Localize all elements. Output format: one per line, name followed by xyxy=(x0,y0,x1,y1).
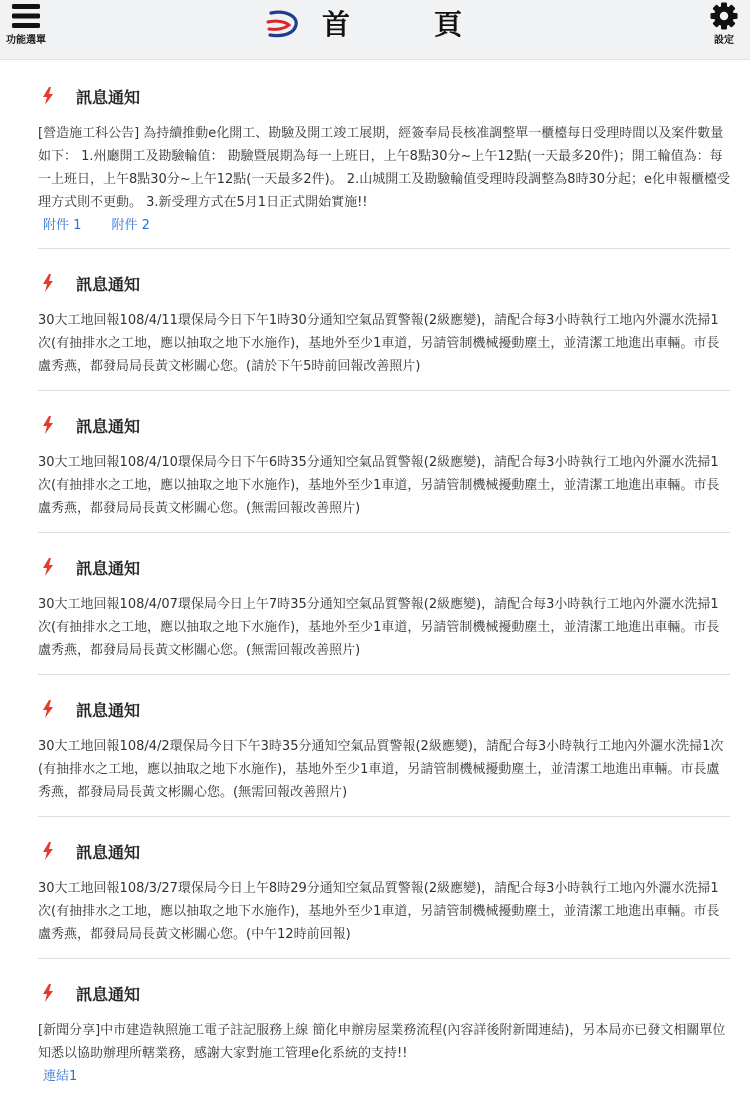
notice-item xyxy=(38,973,730,1099)
lightning-icon xyxy=(42,558,54,576)
notice-title: 訊息通知 xyxy=(76,984,141,1004)
news-link-1[interactable]: 連結1 xyxy=(43,1069,78,1084)
notice-body: [新聞分享]中市建造執照施工電子註記服務上線 簡化申辦房屋業務流程(內容詳後附新聞連結)，另本局亦已發文相關單位知悉以協助辦理所轄業務，感謝大家對施工管理e化系統的支持!! xyxy=(38,1023,726,1061)
notice-header xyxy=(38,263,730,303)
notice-title: 訊息通知 xyxy=(76,842,141,862)
notice-item xyxy=(38,263,730,391)
notice-title: 訊息通知 xyxy=(76,416,141,436)
notice-item xyxy=(38,405,730,533)
notice-body: 30大工地回報108/4/07環保局今日上午7時35分通知空氣品質警報(2級應變)，請配合每3小時執行工地內外灑水洗掃1次(有抽排水之工地，應以抽取之地下水施作)，基地外至少1車道，另請管制機械擾動塵土，並清潔工地進出車輛。市長盧秀燕，都發局局長黃文彬關心您。(無需回報改善照片) xyxy=(38,597,720,658)
notice-header xyxy=(38,973,730,1013)
notice-list xyxy=(38,76,730,1113)
notice-body: 30大工地回報108/4/11環保局今日下午1時30分通知空氣品質警報(2級應變)，請配合每3小時執行工地內外灑水洗掃1次(有抽排水之工地，應以抽取之地下水施作)，基地外至少1車道，另請管制機械擾動塵土，並清潔工地進出車輛。市長盧秀燕，都發局局長黃文彬關心您。(請於下午5時前回報改善照片) xyxy=(38,313,720,374)
notice-title: 訊息通知 xyxy=(76,274,141,294)
menu-label: 功能選單 xyxy=(6,35,46,46)
page-title xyxy=(322,8,462,42)
lightning-icon xyxy=(42,274,54,292)
settings-label: 設定 xyxy=(714,35,734,46)
lightning-icon xyxy=(42,87,54,105)
notice-header xyxy=(38,76,730,116)
settings-button[interactable] xyxy=(706,2,742,50)
notice-item xyxy=(38,831,730,959)
notice-header xyxy=(38,405,730,445)
hamburger-icon xyxy=(11,2,41,30)
notice-item xyxy=(38,689,730,817)
lightning-icon xyxy=(42,700,54,718)
notice-links xyxy=(38,1066,730,1087)
page-title-char-1: 首 xyxy=(322,8,351,41)
lightning-icon xyxy=(42,842,54,860)
notice-title: 訊息通知 xyxy=(76,87,141,107)
notice-header xyxy=(38,689,730,729)
top-bar xyxy=(0,0,750,60)
notice-item xyxy=(38,547,730,675)
lightning-icon xyxy=(42,416,54,434)
notice-title: 訊息通知 xyxy=(76,558,141,578)
logo xyxy=(265,8,301,40)
notice-body: 30大工地回報108/3/27環保局今日上午8時29分通知空氣品質警報(2級應變)，請配合每3小時執行工地內外灑水洗掃1次(有抽排水之工地，應以抽取之地下水施作)，基地外至少1車道，另請管制機械擾動塵土，並清潔工地進出車輛。市長盧秀燕，都發局局長黃文彬關心您。(中午12時前回報) xyxy=(38,881,720,942)
notice-header xyxy=(38,547,730,587)
notice-title: 訊息通知 xyxy=(76,700,141,720)
notice-header xyxy=(38,831,730,871)
page-title-char-2: 頁 xyxy=(433,8,462,41)
lightning-icon xyxy=(42,984,54,1002)
attachment-2-link[interactable]: 附件 2 xyxy=(111,218,150,233)
notice-body: [營造施工科公告] 為持續推動e化開工、勘驗及開工竣工展期，經簽奉局長核准調整單一櫃檯每日受理時間以及案件數量如下： 1.州廳開工及勘驗輪值： 勘驗暨展期為每一上班日，上午8點30分~上午12點(一天最多20件)；開工輪值為：每一上班日，上午8點30分~上午12點(一天最多2件)。 2.山城開工及勘驗輪值受理時段調整為8時30分起；e化申報櫃檯受理方式則不更動。 3.新受理方式在5月1日正式開始實施!! xyxy=(38,126,731,210)
attachment-1-link[interactable]: 附件 1 xyxy=(43,218,82,233)
notice-body: 30大工地回報108/4/10環保局今日下午6時35分通知空氣品質警報(2級應變)，請配合每3小時執行工地內外灑水洗掃1次(有抽排水之工地，應以抽取之地下水施作)，基地外至少1車道，另請管制機械擾動塵土，並清潔工地進出車輛。市長盧秀燕，都發局局長黃文彬關心您。(無需回報改善照片) xyxy=(38,455,720,516)
notice-item xyxy=(38,76,730,249)
menu-button[interactable] xyxy=(0,2,52,50)
notice-links xyxy=(38,215,730,236)
gear-icon xyxy=(710,2,738,30)
notice-body: 30大工地回報108/4/2環保局今日下午3時35分通知空氣品質警報(2級應變)，請配合每3小時執行工地內外灑水洗掃1次(有抽排水之工地，應以抽取之地下水施作)，基地外至少1車道，另請管制機械擾動塵土，並清潔工地進出車輛。市長盧秀燕，都發局局長黃文彬關心您。(無需回報改善照片) xyxy=(38,739,724,800)
